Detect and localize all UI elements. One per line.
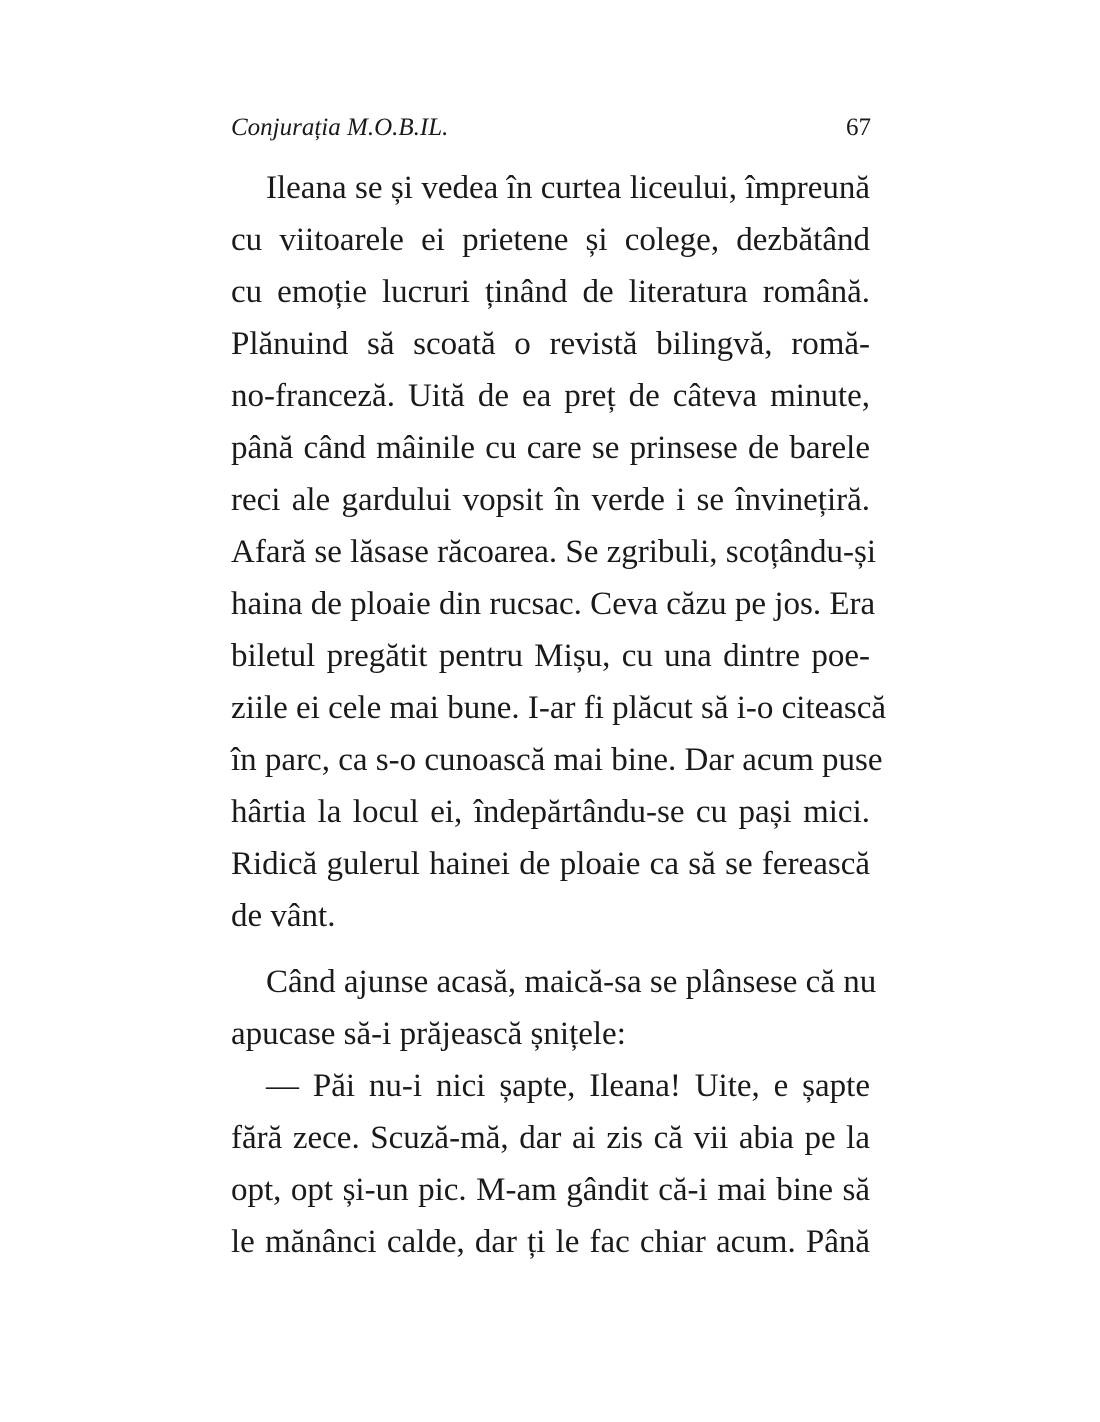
text-line: fără zece. Scuză-mă, dar ai zis că vii abia pe la — [231, 1120, 870, 1156]
text-line: reci ale gardului vopsit în verde i se învinețiră. — [231, 482, 870, 518]
text-line: Ileana se și vedea în curtea liceului, împreună — [266, 170, 870, 206]
page-number: 67 — [846, 114, 871, 141]
text-line: cu emoție lucruri ținând de literatura română. — [231, 274, 870, 310]
running-header — [231, 114, 871, 150]
text-line: apucase să-i prăjească șnițele: — [231, 1016, 626, 1052]
text-line: Afară se lăsase răcoarea. Se zgribuli, scoțându-și — [231, 534, 877, 570]
text-line: le mănânci calde, dar ți le fac chiar acum. Până — [231, 1224, 870, 1260]
text-line: Plănuind să scoată o revistă bilingvă, romă- — [231, 326, 870, 362]
text-line: cu viitoarele ei prietene și colege, dezbătând — [231, 222, 870, 258]
text-line: Ridică gulerul hainei de ploaie ca să se ferească — [231, 846, 870, 882]
text-line: no-franceză. Uită de ea preț de câteva minute, — [231, 378, 870, 414]
text-line: ziile ei cele mai bune. I-ar fi plăcut să i-o citească — [231, 690, 887, 726]
text-line: biletul pregătit pentru Mișu, cu una dintre poe- — [231, 638, 870, 674]
text-line: — Păi nu-i nici șapte, Ileana! Uite, e șapte — [266, 1068, 870, 1104]
running-title: Conjurația M.O.B.IL. — [231, 114, 449, 141]
text-line: haina de ploaie din rucsac. Ceva căzu pe jos. Era — [231, 586, 876, 622]
text-line: Când ajunse acasă, maică-sa se plânsese că nu — [266, 964, 877, 1000]
text-line: opt, opt și-un pic. M-am gândit că-i mai bine să — [231, 1172, 870, 1208]
text-line: hârtia la locul ei, îndepărtându-se cu pași mici. — [231, 794, 870, 830]
text-line: până când mâinile cu care se prinsese de barele — [231, 430, 870, 466]
text-line: în parc, ca s-o cunoască mai bine. Dar acum puse — [231, 742, 883, 778]
text-line: de vânt. — [231, 898, 336, 934]
